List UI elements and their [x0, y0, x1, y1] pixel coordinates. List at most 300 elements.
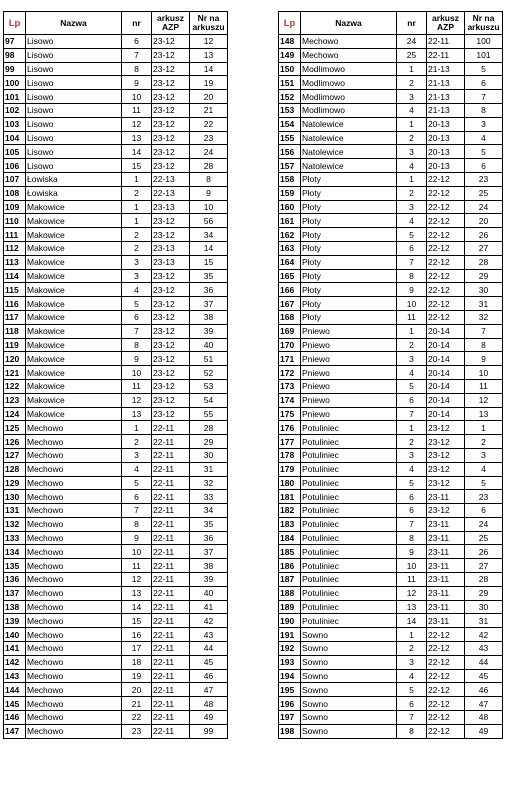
table-row — [4, 435, 228, 449]
nr-cell: 3 — [397, 352, 427, 366]
name-cell: Potuliniec — [301, 573, 397, 587]
nr-cell: 7 — [397, 255, 427, 269]
nr-cell: 10 — [122, 366, 152, 380]
na-arkuszu-cell: 4 — [465, 131, 503, 145]
na-arkuszu-cell: 39 — [190, 573, 228, 587]
nr-cell: 7 — [397, 407, 427, 421]
table-row — [279, 490, 503, 504]
name-cell: Potuliniec — [301, 600, 397, 614]
na-arkuszu-cell: 14 — [190, 62, 228, 76]
lp-cell: 196 — [279, 697, 301, 711]
nr-cell: 10 — [397, 559, 427, 573]
na-arkuszu-cell: 46 — [465, 683, 503, 697]
table-row — [4, 655, 228, 669]
name-cell: Pniewo — [301, 324, 397, 338]
lp-cell: 171 — [279, 352, 301, 366]
lp-cell: 111 — [4, 228, 26, 242]
table-row — [279, 159, 503, 173]
name-cell: Płoty — [301, 310, 397, 324]
lp-cell: 146 — [4, 711, 26, 725]
nr-cell: 2 — [122, 435, 152, 449]
lp-cell: 195 — [279, 683, 301, 697]
table-row — [279, 600, 503, 614]
table-row — [279, 435, 503, 449]
na-arkuszu-cell: 6 — [465, 76, 503, 90]
na-arkuszu-cell: 3 — [465, 448, 503, 462]
arkusz-cell: 20-13 — [427, 117, 465, 131]
nr-cell: 7 — [397, 711, 427, 725]
arkusz-cell: 22-11 — [427, 35, 465, 49]
lp-cell: 187 — [279, 573, 301, 587]
table-row — [279, 90, 503, 104]
nr-cell: 22 — [122, 711, 152, 725]
arkusz-cell: 22-11 — [152, 435, 190, 449]
lp-cell: 192 — [279, 642, 301, 656]
arkusz-cell: 23-11 — [427, 614, 465, 628]
name-cell: Pniewo — [301, 352, 397, 366]
nr-header: nr — [122, 12, 152, 35]
arkusz-cell: 21-13 — [427, 90, 465, 104]
table-row — [279, 655, 503, 669]
nr-cell: 11 — [397, 573, 427, 587]
nr-cell: 6 — [397, 490, 427, 504]
right-table — [278, 11, 503, 739]
name-cell: Lisowo — [26, 131, 122, 145]
arkusz-cell: 21-13 — [427, 103, 465, 117]
lp-cell: 177 — [279, 435, 301, 449]
table-row — [4, 48, 228, 62]
table-row — [4, 35, 228, 49]
na-arkuszu-cell: 36 — [190, 283, 228, 297]
nr-cell: 1 — [397, 628, 427, 642]
name-cell: Mechowo — [26, 683, 122, 697]
name-cell: Mechowo — [26, 448, 122, 462]
nr-cell: 11 — [397, 310, 427, 324]
lp-cell: 130 — [4, 490, 26, 504]
table-row — [279, 379, 503, 393]
table-row — [279, 200, 503, 214]
name-cell: Mechowo — [26, 504, 122, 518]
na-arkuszu-cell: 30 — [190, 448, 228, 462]
name-cell: Płoty — [301, 214, 397, 228]
nr-cell: 3 — [122, 269, 152, 283]
name-cell: Potuliniec — [301, 531, 397, 545]
na-header-line1: Nr na — [472, 13, 495, 23]
lp-cell: 107 — [4, 172, 26, 186]
na-arkuszu-cell: 47 — [465, 697, 503, 711]
name-cell: Mechowo — [26, 531, 122, 545]
na-arkuszu-cell: 101 — [465, 48, 503, 62]
name-cell: Makowice — [26, 393, 122, 407]
arkusz-cell: 22-11 — [152, 683, 190, 697]
na-arkuszu-cell: 51 — [190, 352, 228, 366]
na-arkuszu-cell: 56 — [190, 214, 228, 228]
na-arkuszu-cell: 25 — [465, 531, 503, 545]
name-cell: Potuliniec — [301, 545, 397, 559]
name-cell: Mechowo — [26, 586, 122, 600]
nr-cell: 10 — [122, 545, 152, 559]
table-row — [279, 241, 503, 255]
lp-cell: 181 — [279, 490, 301, 504]
nr-cell: 1 — [397, 421, 427, 435]
name-cell: Mechowo — [26, 545, 122, 559]
na-arkuszu-cell: 11 — [465, 379, 503, 393]
table-row — [4, 241, 228, 255]
lp-cell: 162 — [279, 228, 301, 242]
lp-cell: 165 — [279, 269, 301, 283]
arkusz-cell: 22-11 — [152, 669, 190, 683]
nr-cell: 6 — [122, 310, 152, 324]
na-arkuszu-cell: 32 — [190, 476, 228, 490]
name-cell: Makowice — [26, 283, 122, 297]
arkusz-cell: 22-12 — [427, 642, 465, 656]
na-arkuszu-cell: 33 — [190, 490, 228, 504]
arkusz-cell: 22-11 — [152, 614, 190, 628]
na-arkuszu-cell: 34 — [190, 504, 228, 518]
nr-cell: 13 — [122, 131, 152, 145]
na-arkuszu-cell: 23 — [190, 131, 228, 145]
table-row — [279, 117, 503, 131]
nr-cell: 6 — [122, 35, 152, 49]
nr-cell: 12 — [122, 573, 152, 587]
arkusz-cell: 20-13 — [427, 131, 465, 145]
nr-cell: 3 — [397, 655, 427, 669]
na-arkuszu-cell: 55 — [190, 407, 228, 421]
lp-cell: 173 — [279, 379, 301, 393]
table-row — [4, 517, 228, 531]
name-cell: Lisowo — [26, 62, 122, 76]
nr-cell: 9 — [397, 545, 427, 559]
arkusz-header-line1: arkusz — [157, 13, 184, 23]
lp-cell: 172 — [279, 366, 301, 380]
arkusz-cell: 23-12 — [427, 421, 465, 435]
table-row — [279, 103, 503, 117]
table-row — [4, 352, 228, 366]
table-row — [4, 504, 228, 518]
arkusz-cell: 22-11 — [152, 711, 190, 725]
arkusz-cell: 22-11 — [152, 586, 190, 600]
na-arkuszu-cell: 8 — [465, 338, 503, 352]
nr-cell: 3 — [122, 255, 152, 269]
table-row — [279, 462, 503, 476]
name-cell: Natolewice — [301, 159, 397, 173]
arkusz-cell: 22-11 — [152, 517, 190, 531]
arkusz-cell: 22-11 — [152, 462, 190, 476]
arkusz-cell: 23-11 — [427, 600, 465, 614]
nr-cell: 2 — [397, 76, 427, 90]
lp-cell: 154 — [279, 117, 301, 131]
name-cell: Mechowo — [26, 600, 122, 614]
name-cell: Sowno — [301, 697, 397, 711]
nr-cell: 3 — [397, 200, 427, 214]
arkusz-cell: 23-11 — [427, 490, 465, 504]
arkusz-cell: 22-12 — [427, 655, 465, 669]
arkusz-cell: 20-14 — [427, 379, 465, 393]
na-arkuszu-cell: 44 — [465, 655, 503, 669]
arkusz-cell: 23-12 — [152, 131, 190, 145]
name-cell: Pniewo — [301, 379, 397, 393]
na-arkuszu-cell: 13 — [465, 407, 503, 421]
table-row — [279, 724, 503, 738]
nr-cell: 13 — [122, 586, 152, 600]
na-arkuszu-cell: 43 — [465, 642, 503, 656]
lp-cell: 158 — [279, 172, 301, 186]
table-row — [279, 338, 503, 352]
arkusz-cell: 20-13 — [427, 159, 465, 173]
lp-cell: 141 — [4, 642, 26, 656]
lp-cell: 110 — [4, 214, 26, 228]
table-row — [4, 159, 228, 173]
na-arkuszu-cell: 1 — [465, 421, 503, 435]
name-cell: Potuliniec — [301, 476, 397, 490]
left-table-body — [4, 35, 228, 739]
nr-cell: 17 — [122, 642, 152, 656]
lp-cell: 97 — [4, 35, 26, 49]
arkusz-cell: 22-12 — [427, 697, 465, 711]
nr-cell: 8 — [122, 517, 152, 531]
table-row — [4, 697, 228, 711]
name-cell: Makowice — [26, 352, 122, 366]
na-arkuszu-cell: 40 — [190, 338, 228, 352]
lp-cell: 126 — [4, 435, 26, 449]
na-arkuszu-cell: 42 — [465, 628, 503, 642]
arkusz-cell: 23-12 — [427, 435, 465, 449]
name-cell: Łowiska — [26, 172, 122, 186]
lp-cell: 157 — [279, 159, 301, 173]
na-arkuszu-cell: 29 — [465, 269, 503, 283]
na-header-line2: arkuszu — [467, 22, 500, 32]
name-cell: Mechowo — [26, 490, 122, 504]
left-table — [3, 11, 228, 739]
nr-cell: 6 — [397, 504, 427, 518]
nr-cell: 20 — [122, 683, 152, 697]
na-arkuszu-cell: 28 — [465, 255, 503, 269]
arkusz-cell: 22-12 — [427, 269, 465, 283]
table-row — [279, 545, 503, 559]
lp-cell: 127 — [4, 448, 26, 462]
nr-cell: 11 — [122, 103, 152, 117]
name-cell: Makowice — [26, 366, 122, 380]
nr-cell: 14 — [397, 614, 427, 628]
lp-cell: 101 — [4, 90, 26, 104]
name-cell: Mechowo — [26, 724, 122, 738]
na-arkuszu-cell: 37 — [190, 545, 228, 559]
table-row — [279, 48, 503, 62]
lp-cell: 137 — [4, 586, 26, 600]
nr-cell: 24 — [397, 35, 427, 49]
lp-cell: 142 — [4, 655, 26, 669]
na-arkuszu-cell: 39 — [190, 324, 228, 338]
table-row — [4, 462, 228, 476]
name-cell: Modlimowo — [301, 76, 397, 90]
table-row — [4, 269, 228, 283]
nr-cell: 2 — [397, 435, 427, 449]
lp-cell: 128 — [4, 462, 26, 476]
arkusz-cell: 23-11 — [427, 586, 465, 600]
na-arkuszu-cell: 24 — [465, 517, 503, 531]
na-arkuszu-cell: 20 — [190, 90, 228, 104]
name-cell: Płoty — [301, 172, 397, 186]
lp-cell: 114 — [4, 269, 26, 283]
arkusz-cell: 23-12 — [152, 338, 190, 352]
nr-cell: 2 — [397, 642, 427, 656]
name-cell: Makowice — [26, 214, 122, 228]
arkusz-cell: 22-13 — [152, 186, 190, 200]
lp-cell: 98 — [4, 48, 26, 62]
arkusz-cell: 22-12 — [427, 283, 465, 297]
arkusz-cell: 22-11 — [152, 490, 190, 504]
table-row — [279, 421, 503, 435]
name-header: Nazwa — [26, 12, 122, 35]
name-cell: Lisowo — [26, 103, 122, 117]
arkusz-cell: 23-12 — [427, 504, 465, 518]
table-row — [279, 711, 503, 725]
arkusz-header-line2: AZP — [437, 22, 454, 32]
na-header-line1: Nr na — [197, 13, 220, 23]
nr-cell: 4 — [122, 283, 152, 297]
name-cell: Mechowo — [26, 462, 122, 476]
nr-cell: 4 — [397, 159, 427, 173]
lp-cell: 103 — [4, 117, 26, 131]
na-arkuszu-cell: 29 — [190, 435, 228, 449]
arkusz-cell: 22-11 — [152, 573, 190, 587]
lp-cell: 123 — [4, 393, 26, 407]
name-cell: Mechowo — [26, 476, 122, 490]
lp-cell: 188 — [279, 586, 301, 600]
table-row — [279, 228, 503, 242]
arkusz-cell: 20-14 — [427, 338, 465, 352]
table-row — [4, 103, 228, 117]
lp-cell: 176 — [279, 421, 301, 435]
nr-cell: 5 — [397, 683, 427, 697]
nr-cell: 9 — [122, 531, 152, 545]
lp-cell: 131 — [4, 504, 26, 518]
lp-cell: 193 — [279, 655, 301, 669]
na-arkuszu-cell: 36 — [190, 531, 228, 545]
arkusz-cell: 22-11 — [427, 48, 465, 62]
nr-cell: 2 — [122, 228, 152, 242]
name-cell: Potuliniec — [301, 435, 397, 449]
lp-cell: 153 — [279, 103, 301, 117]
name-cell: Mechowo — [26, 559, 122, 573]
name-cell: Sowno — [301, 724, 397, 738]
arkusz-cell: 22-12 — [427, 683, 465, 697]
table-row — [4, 145, 228, 159]
table-row — [4, 297, 228, 311]
nr-cell: 2 — [397, 186, 427, 200]
arkusz-cell: 22-12 — [427, 172, 465, 186]
arkusz-cell: 23-12 — [152, 62, 190, 76]
name-cell: Lisowo — [26, 90, 122, 104]
name-cell: Sowno — [301, 711, 397, 725]
arkusz-cell: 22-12 — [427, 669, 465, 683]
lp-cell: 135 — [4, 559, 26, 573]
lp-cell: 105 — [4, 145, 26, 159]
nr-cell: 14 — [122, 145, 152, 159]
name-cell: Sowno — [301, 683, 397, 697]
na-arkuszu-cell: 45 — [465, 669, 503, 683]
lp-cell: 155 — [279, 131, 301, 145]
nr-cell: 18 — [122, 655, 152, 669]
lp-cell: 104 — [4, 131, 26, 145]
table-row — [4, 338, 228, 352]
name-cell: Mechowo — [26, 642, 122, 656]
lp-cell: 156 — [279, 145, 301, 159]
table-row — [4, 600, 228, 614]
arkusz-cell: 22-11 — [152, 642, 190, 656]
arkusz-cell: 23-12 — [152, 159, 190, 173]
lp-cell: 197 — [279, 711, 301, 725]
na-arkuszu-cell: 100 — [465, 35, 503, 49]
table-row — [4, 448, 228, 462]
lp-cell: 132 — [4, 517, 26, 531]
table-row — [4, 200, 228, 214]
lp-cell: 116 — [4, 297, 26, 311]
na-arkuszu-cell: 49 — [465, 724, 503, 738]
arkusz-cell: 22-11 — [152, 504, 190, 518]
na-arkuszu-cell: 25 — [465, 186, 503, 200]
table-row — [4, 117, 228, 131]
table-row — [279, 407, 503, 421]
lp-cell: 152 — [279, 90, 301, 104]
name-cell: Makowice — [26, 379, 122, 393]
nr-cell: 15 — [122, 614, 152, 628]
name-cell: Mechowo — [26, 669, 122, 683]
nr-cell: 3 — [397, 145, 427, 159]
arkusz-cell: 22-11 — [152, 476, 190, 490]
arkusz-cell: 23-12 — [427, 476, 465, 490]
na-arkuszu-cell: 24 — [190, 145, 228, 159]
name-cell: Mechowo — [26, 628, 122, 642]
nr-cell: 4 — [122, 462, 152, 476]
lp-cell: 198 — [279, 724, 301, 738]
na-arkuszu-cell: 28 — [465, 573, 503, 587]
table-row — [4, 669, 228, 683]
na-arkuszu-cell: 52 — [190, 366, 228, 380]
arkusz-cell: 22-12 — [427, 297, 465, 311]
table-row — [4, 131, 228, 145]
arkusz-cell: 22-11 — [152, 448, 190, 462]
na-arkuszu-cell: 9 — [190, 186, 228, 200]
name-cell: Mechowo — [26, 711, 122, 725]
arkusz-cell: 23-12 — [152, 228, 190, 242]
arkusz-cell: 23-12 — [152, 145, 190, 159]
nr-cell: 4 — [397, 214, 427, 228]
name-cell: Lisowo — [26, 35, 122, 49]
table-row — [4, 214, 228, 228]
name-cell: Potuliniec — [301, 517, 397, 531]
table-row — [279, 628, 503, 642]
arkusz-cell: 23-12 — [427, 462, 465, 476]
name-cell: Modlimowo — [301, 103, 397, 117]
nr-cell: 5 — [122, 297, 152, 311]
name-cell: Płoty — [301, 269, 397, 283]
name-cell: Makowice — [26, 255, 122, 269]
nr-cell: 1 — [397, 62, 427, 76]
na-arkuszu-cell: 3 — [465, 117, 503, 131]
lp-cell: 143 — [4, 669, 26, 683]
arkusz-cell: 22-11 — [152, 531, 190, 545]
table-row — [4, 573, 228, 587]
arkusz-cell: 22-12 — [427, 214, 465, 228]
na-arkuszu-cell: 38 — [190, 310, 228, 324]
lp-cell: 147 — [4, 724, 26, 738]
table-row — [279, 531, 503, 545]
nr-cell: 8 — [397, 269, 427, 283]
nr-cell: 2 — [397, 131, 427, 145]
na-arkuszu-cell: 31 — [465, 297, 503, 311]
arkusz-cell: 22-11 — [152, 421, 190, 435]
